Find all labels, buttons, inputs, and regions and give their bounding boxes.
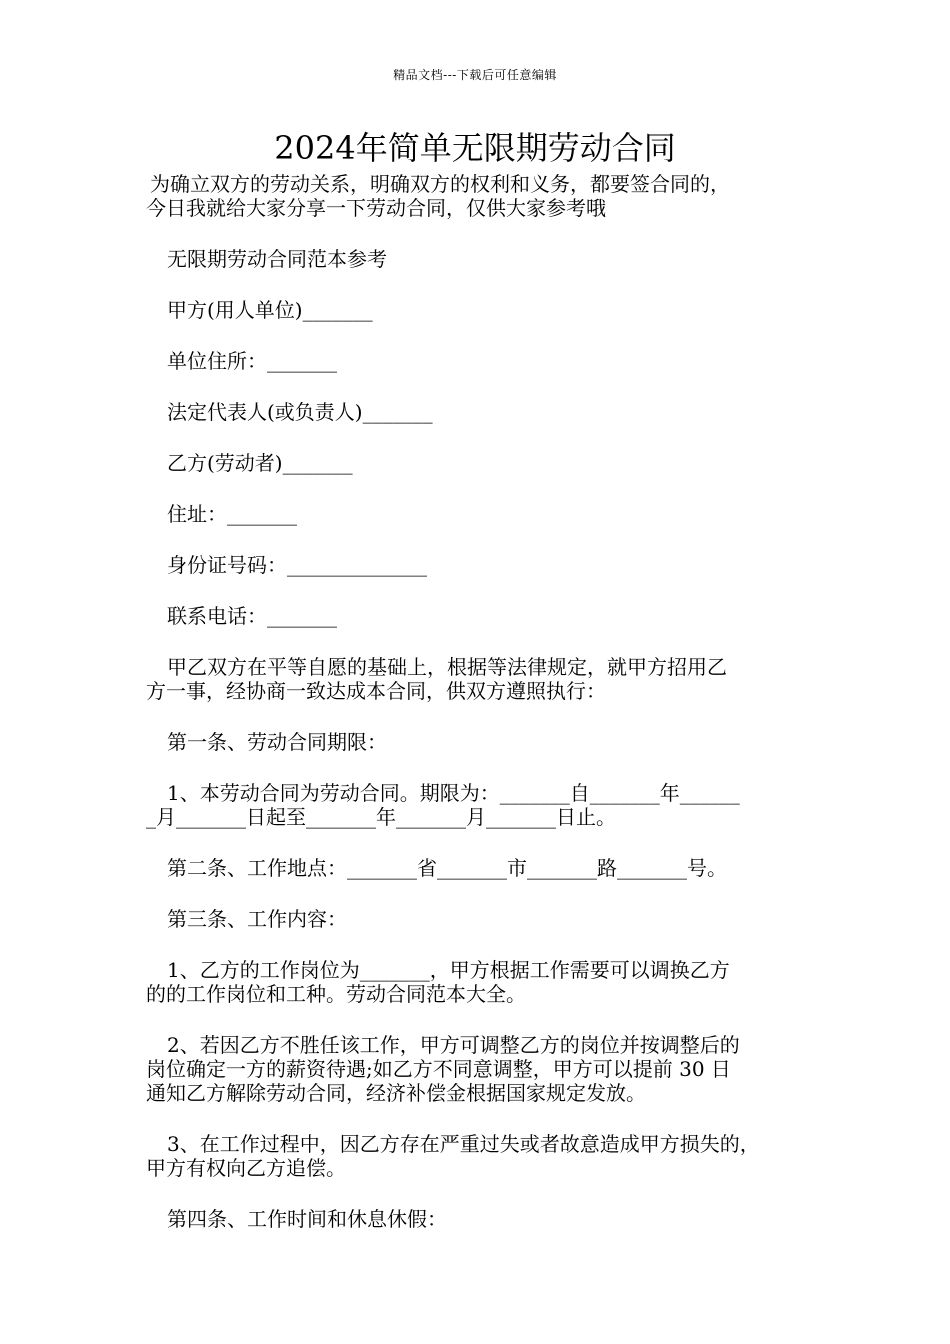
intro-line: 今日我就给大家分享一下劳动合同，仅供大家参考哦: [146, 196, 606, 220]
contract-subtitle: 无限期劳动合同范本参考: [167, 247, 387, 271]
article-heading: 第四条、工作时间和休息休假：: [167, 1207, 447, 1231]
party-a-field: 甲方(用人单位)_______: [167, 298, 373, 322]
document-title: 2024年简单无限期劳动合同: [274, 129, 676, 167]
legal-rep-field: 法定代表人(或负责人)_______: [167, 400, 433, 424]
preamble-line: 方一事，经协商一致达成本合同，供双方遵照执行：: [146, 679, 606, 703]
article-paragraph-line: 岗位确定一方的薪资待遇;如乙方不同意调整，甲方可以提前 30 日: [146, 1057, 731, 1081]
party-b-field: 乙方(劳动者)_______: [167, 451, 353, 475]
article-heading: 第一条、劳动合同期限：: [167, 730, 387, 754]
article-heading: 第二条、工作地点：_______省_______市_______路_______号。: [167, 856, 727, 880]
preamble-line: 甲乙双方在平等自愿的基础上，根据等法律规定，就甲方招用乙: [167, 655, 727, 679]
article-paragraph-line: 1、本劳动合同为劳动合同。期限为：_______自_______年______: [167, 781, 740, 805]
phone-field: 联系电话：_______: [167, 604, 337, 628]
article-paragraph-line: 的的工作岗位和工种。劳动合同范本大全。: [146, 982, 526, 1006]
document-body: [146, 172, 814, 1231]
article-paragraph-line: 甲方有权向乙方追偿。: [146, 1156, 346, 1180]
article-paragraph-line: 3、在工作过程中，因乙方存在严重过失或者故意造成甲方损失的，: [167, 1132, 760, 1156]
id-number-field: 身份证号码：______________: [167, 553, 427, 577]
article-paragraph-line: _月_______日起至_______年_______月_______日止。: [146, 805, 616, 829]
article-heading: 第三条、工作内容：: [167, 907, 347, 931]
intro-line: 为确立双方的劳动关系，明确双方的权利和义务，都要签合同的，: [150, 172, 730, 196]
article-paragraph-line: 1、乙方的工作岗位为_______，甲方根据工作需要可以调换乙方: [167, 958, 730, 982]
page-header: 精品文档---下载后可任意编辑: [393, 68, 557, 82]
article-paragraph-line: 通知乙方解除劳动合同，经济补偿金根据国家规定发放。: [146, 1081, 646, 1105]
residence-field: 住址：_______: [167, 502, 297, 526]
address-field: 单位住所：_______: [167, 349, 337, 373]
article-paragraph-line: 2、若因乙方不胜任该工作，甲方可调整乙方的岗位并按调整后的: [167, 1033, 740, 1057]
